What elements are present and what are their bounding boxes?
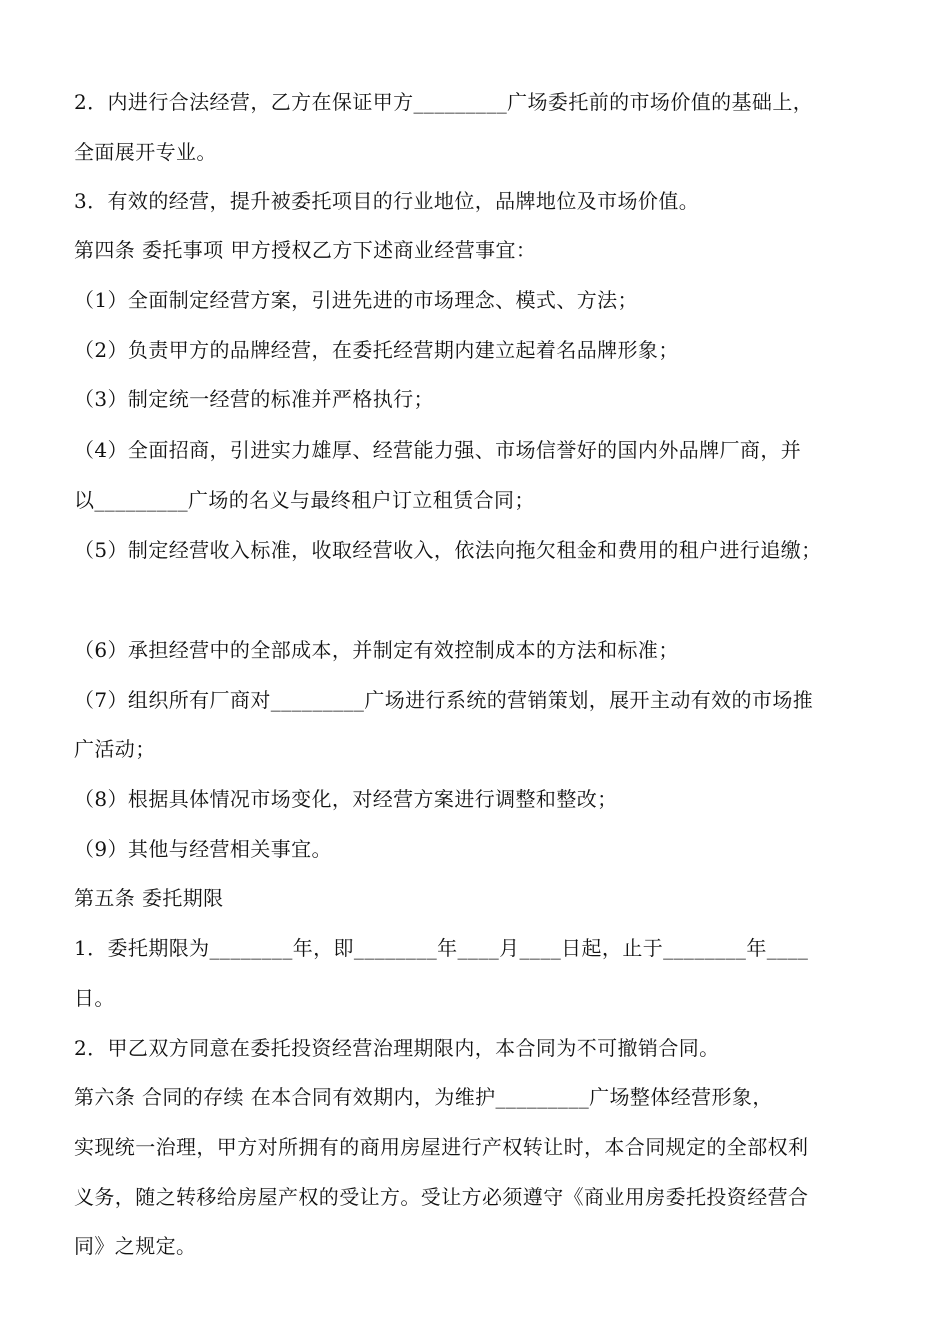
paragraph-line: 义务，随之转移给房屋产权的受让方。受让方必须遵守《商业用房委托投资经营合 (74, 1185, 809, 1209)
paragraph-line: 2．内进行合法经营，乙方在保证甲方_________广场委托前的市场价值的基础上， (74, 90, 814, 114)
paragraph-line: 3．有效的经营，提升被委托项目的行业地位，品牌地位及市场价值。 (74, 189, 700, 213)
list-item: （8）根据具体情况市场变化，对经营方案进行调整和整改； (74, 787, 618, 811)
paragraph-line: 全面展开专业。 (74, 140, 217, 164)
list-item: （7）组织所有厂商对_________广场进行系统的营销策划，展开主动有效的市场推 (74, 688, 814, 712)
section-heading-5: 第五条 委托期限 (74, 886, 224, 910)
section-heading-4: 第四条 委托事项 甲方授权乙方下述商业经营事宜： (74, 238, 537, 262)
list-item: （9）其他与经营相关事宜。 (74, 837, 332, 861)
section-heading-6: 第六条 合同的存续 在本合同有效期内，为维护_________广场整体经营形象， (74, 1085, 773, 1109)
list-item: （6）承担经营中的全部成本，并制定有效控制成本的方法和标准； (74, 638, 679, 662)
list-item: （1）全面制定经营方案，引进先进的市场理念、模式、方法； (74, 288, 638, 312)
paragraph-line: 日。 (74, 986, 115, 1010)
paragraph-line: 2．甲乙双方同意在委托投资经营治理期限内，本合同为不可撤销合同。 (74, 1036, 720, 1060)
list-item: （5）制定经营收入标准，收取经营收入，依法向拖欠租金和费用的租户进行追缴； (74, 538, 822, 562)
paragraph-line: 同》之规定。 (74, 1234, 197, 1258)
paragraph-line: 以_________广场的名义与最终租户订立租赁合同； (74, 488, 535, 512)
list-item: （3）制定统一经营的标准并严格执行； (74, 387, 434, 411)
paragraph-line: 1．委托期限为________年，即________年____月____日起，止于________年____ (74, 936, 809, 960)
paragraph-line: 广活动； (74, 737, 156, 761)
list-item: （2）负责甲方的品牌经营，在委托经营期内建立起着名品牌形象； (74, 338, 679, 362)
paragraph-line: 实现统一治理，甲方对所拥有的商用房屋进行产权转让时，本合同规定的全部权利 (74, 1135, 809, 1159)
list-item: （4）全面招商，引进实力雄厚、经营能力强、市场信誉好的国内外品牌厂商，并 (74, 438, 802, 462)
